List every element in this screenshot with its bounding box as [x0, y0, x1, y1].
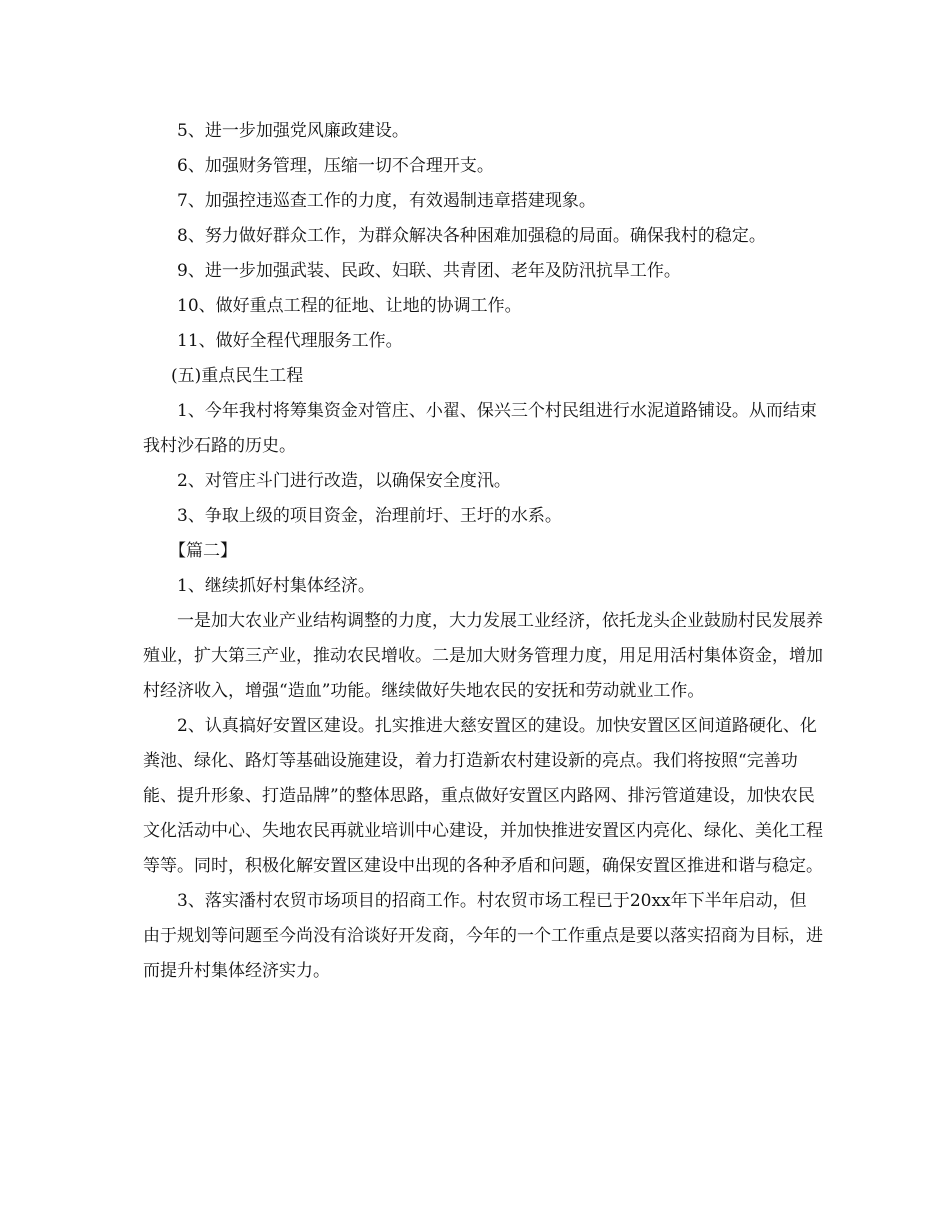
part-two-item-1: 1、继续抓好村集体经济。: [177, 576, 375, 596]
part-two-item-2: 2、认真搞好安置区建设。扎实推进大慈安置区的建设。加快安置区区间道路硬化、化粪池、绿化、路灯等基础设施建设，着力打造新农村建设新的亮点。我们将按照“完善功能、提升形象、打造品牌”的整体思路，重点做好安置区内路网、排污管道建设，加快农民文化活动中心、失地农民再就业培训中心建设，并加快推进安置区内亮化、绿化、美化工程等等。同时，积极化解安置区建设中出现的各种矛盾和问题，确保安置区推进和谐与稳定。: [143, 716, 823, 876]
livelihood-item-2: 2、对管庄斗门进行改造，以确保安全度汛。: [177, 471, 511, 491]
paragraph-item-10: 10、做好重点工程的征地、让地的协调工作。: [177, 296, 522, 316]
paragraph-item-7: 7、加强控违巡查工作的力度，有效遏制违章搭建现象。: [177, 191, 596, 211]
paragraph-item-5: 5、进一步加强党风廉政建设。: [177, 121, 409, 141]
livelihood-item-1: 1、今年我村将筹集资金对管庄、小翟、保兴三个村民组进行水泥道路铺设。从而结束我村沙石路的历史。: [143, 401, 817, 456]
section-heading-livelihood: (五)重点民生工程: [171, 366, 304, 386]
section-heading-part-two: 【篇二】: [169, 541, 237, 561]
part-two-item-3: 3、落实潘村农贸市场项目的招商工作。村农贸市场工程已于20xx年下半年启动，但由于规划等问题至今尚没有洽谈好开发商，今年的一个工作重点是要以落实招商为目标，进而提升村集体经济实力。: [143, 891, 823, 981]
livelihood-item-3: 3、争取上级的项目资金，治理前圩、王圩的水系。: [177, 506, 562, 526]
part-two-paragraph-economy: 一是加大农业产业结构调整的力度，大力发展工业经济，依托龙头企业鼓励村民发展养殖业，扩大第三产业，推动农民增收。二是加大财务管理力度，用足用活村集体资金，增加村经济收入，增强“造血”功能。继续做好失地农民的安抚和劳动就业工作。: [143, 611, 823, 701]
paragraph-item-9: 9、进一步加强武装、民政、妇联、共青团、老年及防汛抗旱工作。: [177, 261, 681, 281]
paragraph-item-11: 11、做好全程代理服务工作。: [177, 331, 403, 351]
paragraph-item-8: 8、努力做好群众工作，为群众解决各种困难加强稳的局面。确保我村的稳定。: [177, 226, 766, 246]
document-body: [143, 114, 823, 989]
paragraph-item-6: 6、加强财务管理，压缩一切不合理开支。: [177, 156, 494, 176]
